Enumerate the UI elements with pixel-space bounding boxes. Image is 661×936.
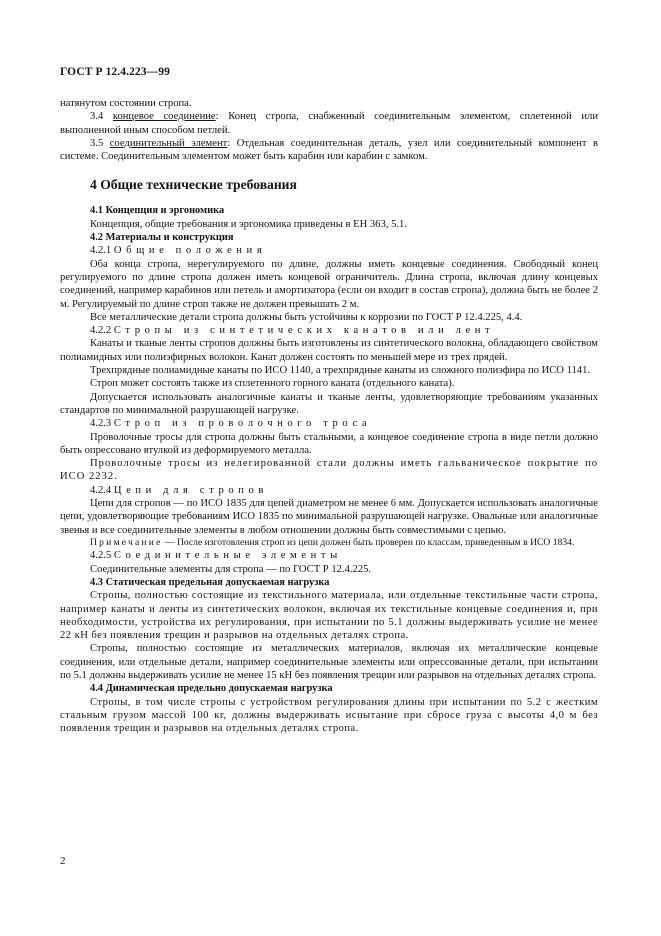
paragraph: Строп может состоять также из сплетенного горного каната (отдельного каната). [90,378,455,390]
clause-heading-4-2-5: 4.2.5 Соединительные элементы [90,550,342,562]
paragraph: Оба конца стропа, нерегулируемого по длине, должны иметь концевые соединения. Свободный конец регулируемого по длине стропа должен иметь концевой ограничитель. Длина стропа, включая длину концевых соединений, например карабинов или петель и амортизатора (если он входит в состав стропа), должна быть не более 2 м. Регулируемый по длине строп также не должен превышать 2 м. [60,258,598,310]
term-3-4: 3.4 концевое соединение: Конец стропа, снабженный соединительным элементом, сплетенной или выполненной иным способом петлей. [60,111,598,136]
term-name: соединительный элемент [109,137,228,149]
section-heading-4: 4 Общие технические требования [90,177,297,193]
paragraph: Стропы, полностью состоящие из металлических материалов, включая их металлические концевые соединения, или отдельные детали, например соединительные элементы или опрессованные детали, при испытании по 5.1 должны выдерживать усилие не менее 15 кН без появления трещин или разрывов на отдельных деталях стропа. [60,643,598,682]
paragraph: Все металлические детали стропа должны быть устойчивы к коррозии по ГОСТ Р 12.4.225, 4.4. [90,311,523,323]
term-name: концевое соединение [112,111,216,123]
note: Примечание — После изготовления строп из цепи должен быть проверен по классам, приведенным в ИСО 1834. [90,536,575,548]
paragraph: Проволочные тросы из нелегированной стали должны иметь гальваническое покрытие по ИСО 2232. [60,458,598,483]
paragraph: Концепция, общие требования и эргономика приведены в ЕН 363, 5.1. [90,218,407,230]
paragraph: Цепи для стропов — по ИСО 1835 для цепей диаметром не менее 6 мм. Допускается использовать аналогичные цепи, удовлетворяющие требованиям ИСО 1835 по минимальной разрушающей нагрузке. Овальные или аналогичные звенья и все соединительные элементы в любом отношении должны быть совместимыми с цепью. [60,498,598,536]
paragraph: Проволочные тросы для стропа должны быть стальными, а концевое соединение стропа в виде петли должно быть опрессовано втулкой из деформируемого металла. [60,431,598,456]
clause-heading-4-2-2: 4.2.2 Стропы из синтетических канатов или лент [90,325,495,337]
clause-heading-4-2-4: 4.2.4 Цепи для стропов [90,484,269,496]
clause-heading-4-2-1: 4.2.1 Общие положения [90,245,267,257]
subsection-heading-4-1: 4.1 Концепция и эргономика [90,205,225,217]
paragraph: Стропы, в том числе стропы с устройством регулирования длины при испытании по 5.2 с жестким стальным грузом массой 100 кг, должны выдерживать испытание при сбросе груза с высоты 4,0 м без появления трещин и разрывов на отдельных деталях стропа. [60,696,598,735]
subsection-heading-4-4: 4.4 Динамическая предельно допускаемая нагрузка [90,683,333,695]
term-3-5: 3.5 соединительный элемент: Отдельная соединительная деталь, узел или соединительный компонент в системе. Соединительным элементом может быть карабин или карабин с замком. [60,137,598,163]
paragraph: Допускается использовать аналогичные канаты и тканые ленты, удовлетворяющие требованиям указанных стандартов по минимальной разрушающей нагрузке. [60,391,598,416]
paragraph: Трехпрядные полиамидные канаты по ИСО 1140, а трехпрядные канаты из сложного полиэфира по ИСО 1141. [90,365,591,377]
page-number: 2 [60,855,66,867]
subsection-heading-4-3: 4.3 Статическая предельная допускаемая нагрузка [90,577,330,588]
clause-heading-4-2-3: 4.2.3 Строп из проволочного троса [90,418,372,430]
subsection-heading-4-2: 4.2 Материалы и конструкция [90,232,234,244]
document-header: ГОСТ Р 12.4.223—99 [60,66,170,78]
note-label: Примечание [90,536,163,548]
document-body [60,97,598,736]
paragraph: Стропы, полностью состоящие из текстильного материала, или отдельные текстильные части стропа, например канаты и ленты из синтетических волокон, включая их текстильные концевые соединения и, при необходимости, устройства их регулирования, при испытании по 5.1 должны выдерживать усилие не менее 22 кН без появления трещин и разрывов на отдельных деталях стропа. [60,590,598,642]
paragraph-continuation: натянутом состоянии стропа. [60,98,192,109]
paragraph: Канаты и тканые ленты стропов должны быть изготовлены из синтетического волокна, обладающего свойством полиамидных или полиэфирных волокон. Канат должен состоять по меньшей мере из трех прядей. [60,338,598,363]
paragraph: Соединительные элементы для стропа — по ГОСТ Р 12.4.225. [90,563,372,575]
